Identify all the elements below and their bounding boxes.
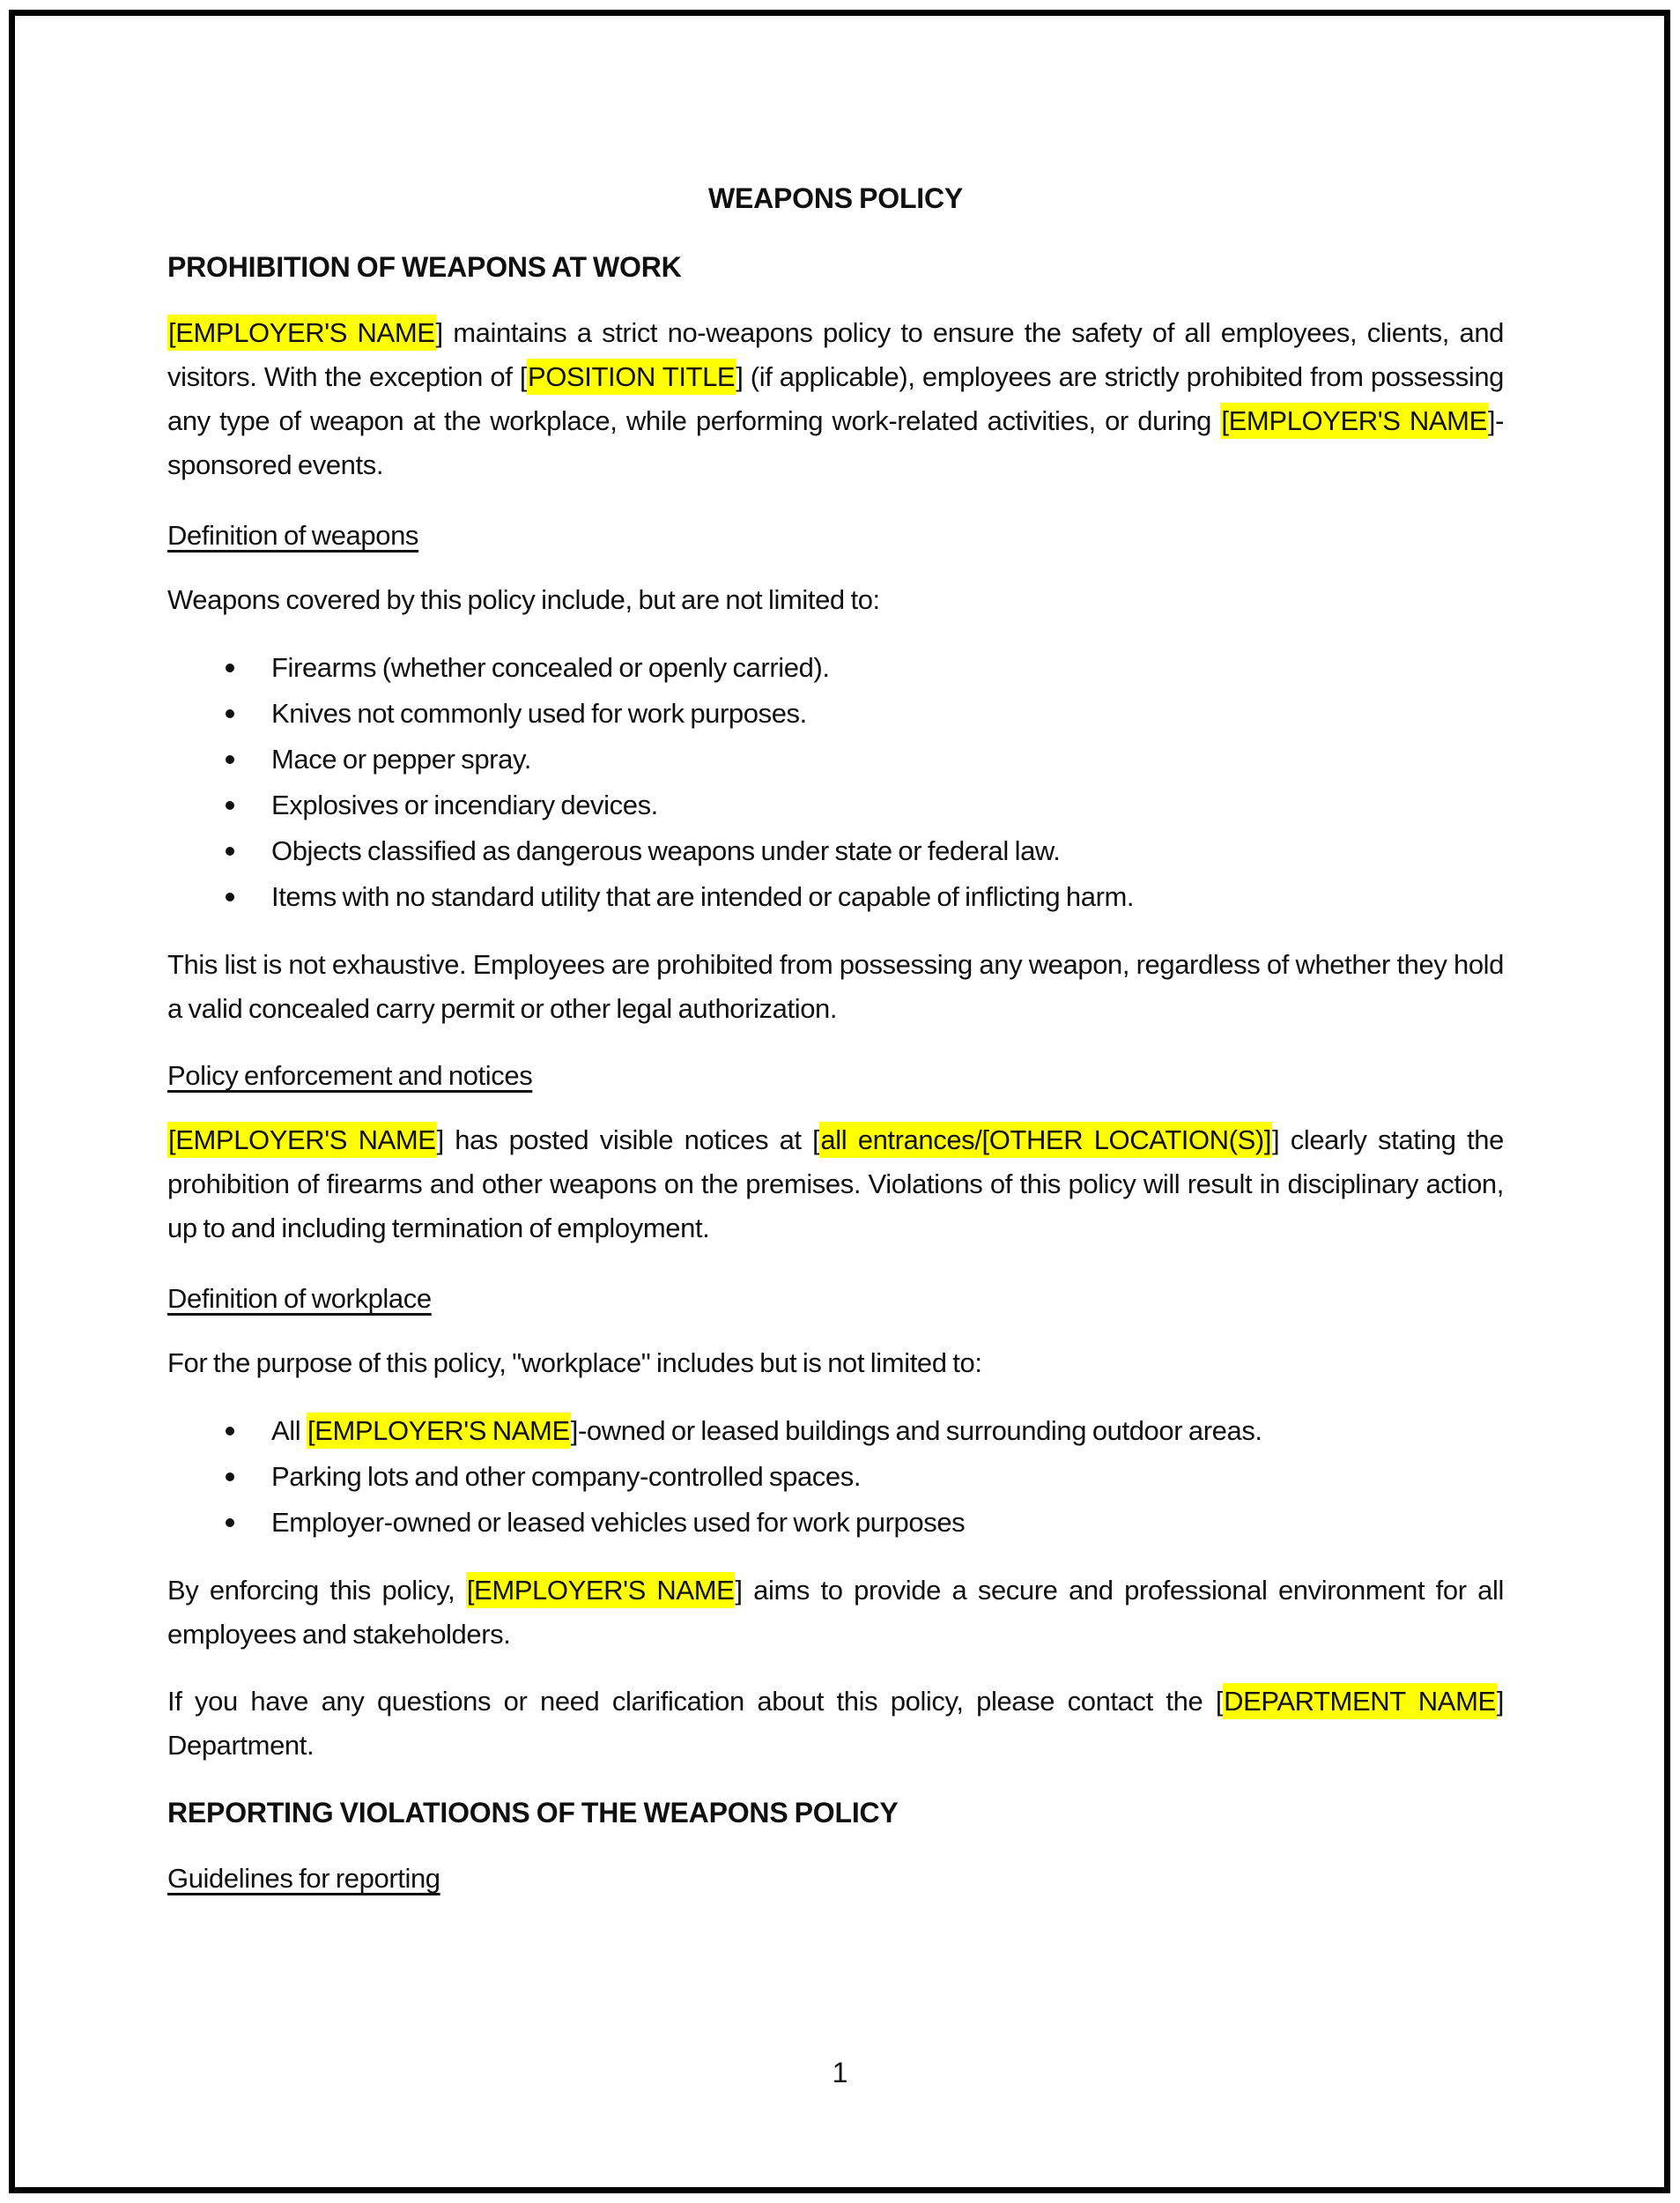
text-segment: Items with no standard utility that are intended or capable of inflicting harm. [271,881,1135,912]
text-segment: ]-sponsored events. [167,405,1504,480]
list-item [167,645,1504,691]
text-segment: By enforcing this policy, [167,1575,466,1606]
text-segment: Mace or pepper spray. [271,744,531,775]
text-segment: ]-owned or leased buildings and surrounding outdoor areas. [570,1415,1262,1446]
highlighted-placeholder: [EMPLOYER'S NAME [466,1572,736,1608]
highlighted-placeholder: [EMPLOYER'S NAME [1220,403,1487,439]
paragraph-enforcing [167,1569,1504,1657]
section-heading-prohibition: PROHIBITION OF WEAPONS AT WORK [167,251,682,283]
text-segment: Objects classified as dangerous weapons under state or federal law. [271,835,1061,866]
text-segment: If you have any questions or need clarification about this policy, please contact the [ [167,1686,1224,1717]
list-item [167,874,1504,920]
paragraph-workplace-purpose: For the purpose of this policy, "workplace" includes but is not limited to: [167,1347,982,1378]
subheading-guidelines: Guidelines for reporting [167,1863,440,1894]
workplace-list [167,1408,1504,1546]
text-segment: All [271,1415,307,1446]
list-item [167,1500,1504,1546]
highlighted-placeholder: DEPARTMENT NAME [1223,1683,1497,1719]
list-item [167,1408,1504,1454]
text-segment: Knives not commonly used for work purposes. [271,698,807,729]
highlighted-placeholder: [EMPLOYER'S NAME [307,1413,571,1449]
paragraph-intro [167,311,1504,487]
text-segment: Parking lots and other company-controlled spaces. [271,1461,862,1492]
paragraph-enforcement [167,1118,1504,1250]
list-item [167,783,1504,828]
subheading-definition-of-workplace: Definition of workplace [167,1283,432,1314]
list-item [167,737,1504,783]
text-segment: ] aims to provide a secure and professional environment for all employees and stakeholders. [167,1575,1504,1650]
document-content [167,0,1504,1921]
subheading-policy-enforcement: Policy enforcement and notices [167,1060,533,1091]
text-segment: ] maintains a strict no-weapons policy to ensure the safety of all employees, clients, and visitors. With the exception of [ [167,317,1504,392]
list-item [167,1454,1504,1500]
highlighted-placeholder: [EMPLOYER'S NAME [167,315,436,351]
text-segment: ] (if applicable), employees are strictly prohibited from possessing any type of weapon at the workplace, while performing work-related activities, or during [167,361,1504,436]
text-segment: ] clearly stating the prohibition of firearms and other weapons on the premises. Violations of this policy will result in disciplinary action, up to and including termination of employment. [167,1124,1504,1243]
text-segment: ] has posted visible notices at [ [436,1124,820,1155]
text-segment: Firearms (whether concealed or openly carried). [271,652,830,683]
document-title: WEAPONS POLICY [707,182,964,214]
weapons-list [167,645,1504,920]
paragraph-weapons-covered: Weapons covered by this policy include, but are not limited to: [167,584,880,615]
list-item [167,691,1504,737]
highlighted-placeholder: [EMPLOYER'S NAME [167,1122,437,1158]
highlighted-placeholder: all entrances/[OTHER LOCATION(S)] [819,1122,1272,1158]
page-footer [0,2055,1680,2090]
highlighted-placeholder: POSITION TITLE [527,359,736,395]
subheading-definition-of-weapons: Definition of weapons [167,520,419,551]
text-segment: ] Department. [167,1686,1504,1761]
paragraph-questions [167,1680,1504,1768]
page-number: 1 [832,2057,848,2088]
list-item [167,828,1504,874]
text-segment: Employer-owned or leased vehicles used for work purposes [271,1507,966,1538]
paragraph-not-exhaustive: This list is not exhaustive. Employees are prohibited from possessing any weapon, regardless of whether they hold a valid concealed carry permit or other legal authorization. [167,949,1504,1024]
text-segment: Explosives or incendiary devices. [271,790,658,820]
section-heading-reporting: REPORTING VIOLATIOONS OF THE WEAPONS POLICY [167,1797,899,1828]
